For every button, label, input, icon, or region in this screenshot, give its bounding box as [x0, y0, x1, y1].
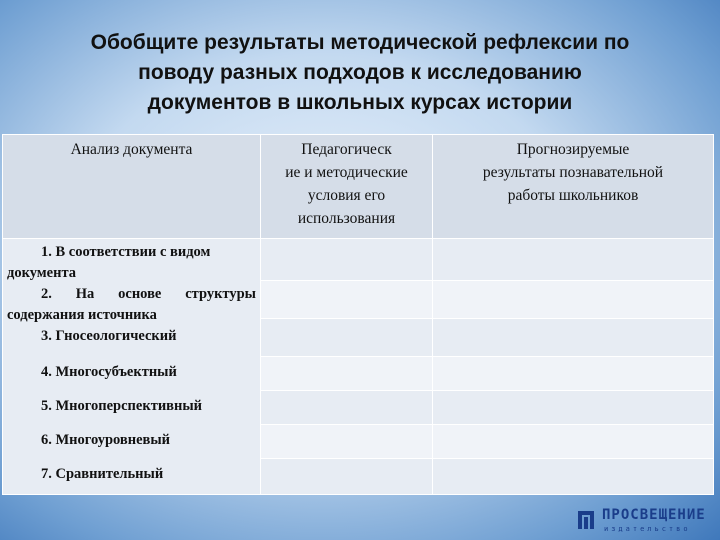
header-expected-results [433, 135, 714, 239]
table-cell [433, 357, 714, 391]
publisher-subtitle: издательство [604, 525, 691, 533]
reflection-table [2, 134, 714, 495]
list-item: 4. Многосубъектный [41, 364, 177, 380]
header-col3-line1: Прогнозируемые [516, 141, 630, 158]
approaches-list-cell [3, 239, 261, 495]
table-cell [261, 391, 433, 425]
publisher-brand: ПРОСВЕЩЕНИЕ [602, 507, 706, 523]
header-col2-line1: Педагогическ [301, 141, 392, 158]
title-line-3: документов в школьных курсах истории [147, 91, 573, 114]
table-cell [433, 425, 714, 459]
table-cell [261, 425, 433, 459]
header-col3-line3: работы школьников [507, 187, 639, 204]
table-cell [261, 319, 433, 357]
list-item: 2. На основе структуры [41, 286, 256, 302]
table-cell [433, 459, 714, 495]
header-col2-line2: ие и методические [285, 164, 408, 181]
table-cell [261, 239, 433, 281]
list-item: 6. Многоуровневый [41, 432, 171, 448]
header-col2-line3: условия его [307, 187, 386, 204]
table-cell [261, 281, 433, 319]
publisher-logo-icon [576, 509, 596, 531]
list-item-continuation: документа [7, 265, 77, 281]
publisher-logo [576, 509, 716, 533]
table-cell [433, 319, 714, 357]
title-line-2: поводу разных подходов к исследованию [138, 61, 582, 84]
list-item: 5. Многоперспективный [41, 398, 203, 414]
table-cell [261, 357, 433, 391]
list-item: 7. Сравнительный [41, 466, 164, 482]
list-item: 1. В соответствии с видом [41, 244, 211, 260]
table-cell [433, 391, 714, 425]
header-document-analysis: Анализ документа [3, 135, 261, 239]
table-cell [433, 281, 714, 319]
header-pedagogical-conditions [261, 135, 433, 239]
table-header-row [3, 135, 714, 239]
title-line-1: Обобщите результаты методической рефлексии по [90, 31, 630, 54]
header-col2-line4: использования [297, 210, 396, 227]
table-cell [261, 459, 433, 495]
list-item-continuation: содержания источника [7, 307, 157, 323]
table-cell [433, 239, 714, 281]
header-col3-line2: результаты познавательной [482, 164, 664, 181]
list-item: 3. Гносеологический [41, 328, 177, 344]
table-row [3, 239, 714, 281]
page-title [40, 28, 680, 118]
